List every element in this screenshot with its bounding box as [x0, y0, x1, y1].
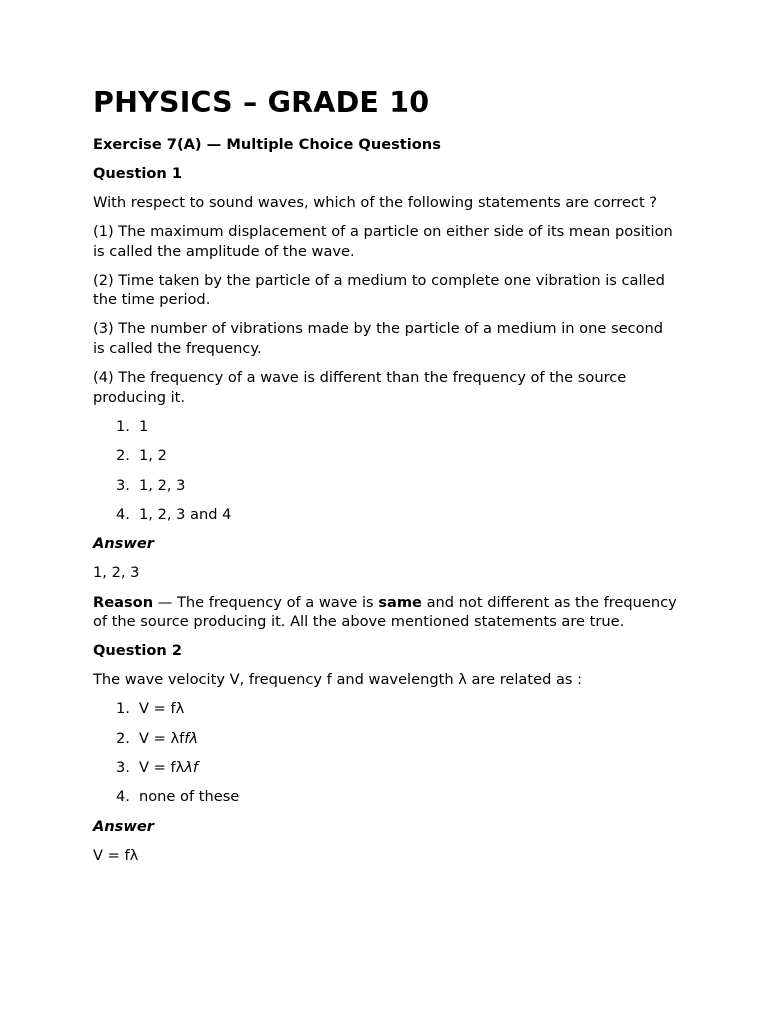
option-number: 4.: [116, 788, 130, 806]
question-2-prompt: The wave velocity V, frequency f and wavelength λ are related as :: [93, 671, 583, 689]
option-item: [93, 446, 678, 466]
option-number: 2.: [116, 729, 130, 747]
option-item: [93, 417, 678, 437]
option-item: [93, 787, 678, 807]
option-formula-italic: λf: [184, 759, 199, 777]
option-formula: none of these: [139, 788, 240, 806]
option-item: [93, 729, 678, 749]
reason-bold-word: same: [378, 593, 422, 611]
question-2-answer-label: Answer: [93, 817, 154, 835]
question-1-answer-label: Answer: [93, 535, 154, 553]
option-number: 3.: [116, 759, 130, 777]
question-1-statement-2: (2) Time taken by the particle of a medium to complete one vibration is called the time period.: [93, 271, 665, 309]
question-2-heading: Question 2: [93, 642, 183, 660]
option-item: [93, 505, 678, 525]
option-text: [139, 787, 239, 807]
option-text: 1: [139, 417, 149, 435]
option-item: [93, 476, 678, 496]
page-title: PHYSICS – GRADE 10: [93, 86, 430, 119]
question-1-statement-4: (4) The frequency of a wave is different than the frequency of the source producing it.: [93, 369, 627, 406]
reason-text-part-2: and not different as the frequency of the source producing it. All the above mentioned statements are true.: [93, 593, 677, 631]
option-number: 1.: [116, 417, 130, 435]
question-1-prompt: With respect to sound waves, which of the following statements are correct ?: [93, 194, 658, 211]
option-number: 2.: [116, 447, 130, 465]
exercise-heading: Exercise 7(A) — Multiple Choice Questions: [93, 136, 441, 153]
reason-text-part-1: — The frequency of a wave is: [153, 593, 379, 611]
question-1-options: [93, 417, 678, 525]
option-number: 1.: [116, 700, 130, 718]
option-text: 1, 2: [139, 447, 167, 465]
option-item: [93, 699, 678, 719]
option-formula: V = λf: [139, 729, 185, 747]
reason-label: Reason: [93, 593, 154, 611]
option-text: [139, 758, 198, 778]
question-1-statement-3: (3) The number of vibrations made by the particle of a medium in one second is called the frequency.: [93, 320, 664, 358]
option-text: 1, 2, 3 and 4: [139, 506, 232, 524]
option-item: [93, 758, 678, 778]
question-1-answer: 1, 2, 3: [93, 564, 140, 582]
question-2-answer: V = fλ: [93, 846, 139, 864]
document-page: [93, 82, 678, 875]
option-formula-italic: fλ: [184, 729, 199, 747]
option-text: 1, 2, 3: [139, 476, 186, 494]
option-formula: V = fλ: [139, 700, 185, 718]
question-1-statement-1: (1) The maximum displacement of a particle on either side of its mean position is called the amplitude of the wave.: [93, 223, 673, 260]
question-1-heading: Question 1: [93, 165, 183, 182]
question-2-options: [93, 699, 678, 807]
option-number: 4.: [116, 506, 130, 524]
option-number: 3.: [116, 476, 130, 494]
question-1-reason: [93, 593, 678, 632]
option-text: [139, 699, 184, 719]
option-formula: V = fλ: [139, 759, 185, 777]
option-text: [139, 729, 198, 749]
